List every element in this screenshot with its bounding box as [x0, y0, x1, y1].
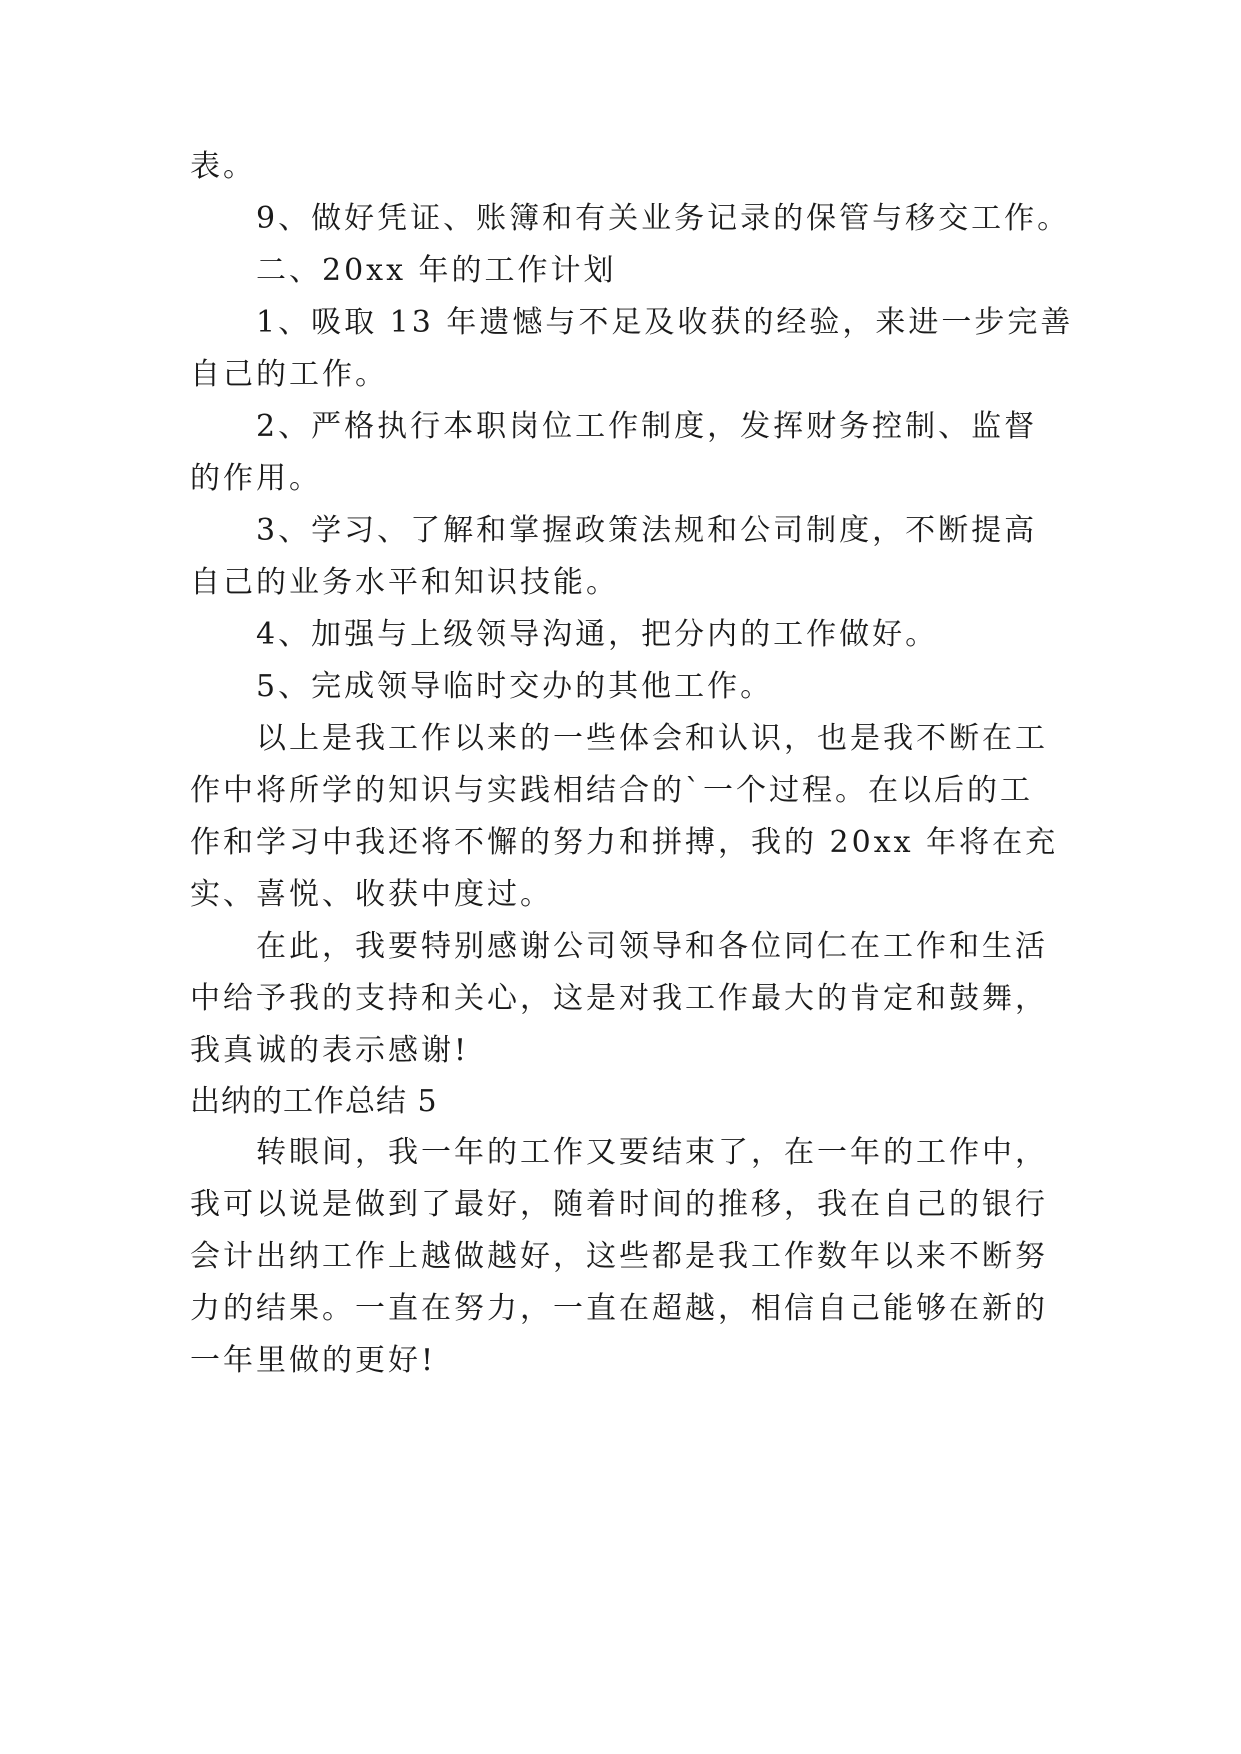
text-line: 自己的工作。: [190, 357, 388, 392]
text-line: 作中将所学的知识与实践相结合的`一个过程。在以后的工: [190, 773, 1033, 808]
text-line: 力的结果。一直在努力，一直在超越，相信自己能够在新的: [190, 1291, 1048, 1326]
text-line: 4、加强与上级领导沟通，把分内的工作做好。: [256, 617, 939, 652]
text-line: 我可以说是做到了最好，随着时间的推移，我在自己的银行: [190, 1187, 1048, 1222]
text-line: 转眼间，我一年的工作又要结束了，在一年的工作中，: [256, 1135, 1048, 1170]
section-title: 出纳的工作总结 5: [190, 1084, 438, 1119]
text-line: 1、吸取 13 年遗憾与不足及收获的经验，来进一步完善: [256, 305, 1074, 340]
section-heading: 二、20xx 年的工作计划: [256, 253, 617, 288]
text-line: 自己的业务水平和知识技能。: [190, 565, 619, 600]
text-line: 作和学习中我还将不懈的努力和拼搏，我的 20xx 年将在充: [190, 825, 1059, 860]
text-line: 以上是我工作以来的一些体会和认识，也是我不断在工: [256, 721, 1048, 756]
text-line: 实、喜悦、收获中度过。: [190, 877, 553, 912]
text-line: 我真诚的表示感谢!: [190, 1033, 470, 1068]
text-line: 5、完成领导临时交办的其他工作。: [256, 669, 774, 704]
text-line: 在此，我要特别感谢公司领导和各位同仁在工作和生活: [256, 929, 1048, 964]
text-line: 一年里做的更好!: [190, 1343, 437, 1378]
text-line: 的作用。: [190, 461, 322, 496]
text-line: 2、严格执行本职岗位工作制度，发挥财务控制、监督: [256, 409, 1038, 444]
text-line: 中给予我的支持和关心，这是对我工作最大的肯定和鼓舞，: [190, 981, 1048, 1016]
text-line: 会计出纳工作上越做越好，这些都是我工作数年以来不断努: [190, 1239, 1048, 1274]
text-line: 3、学习、了解和掌握政策法规和公司制度，不断提高: [256, 513, 1038, 548]
text-line: 表。: [190, 149, 256, 184]
text-line: 9、做好凭证、账簿和有关业务记录的保管与移交工作。: [256, 201, 1071, 236]
